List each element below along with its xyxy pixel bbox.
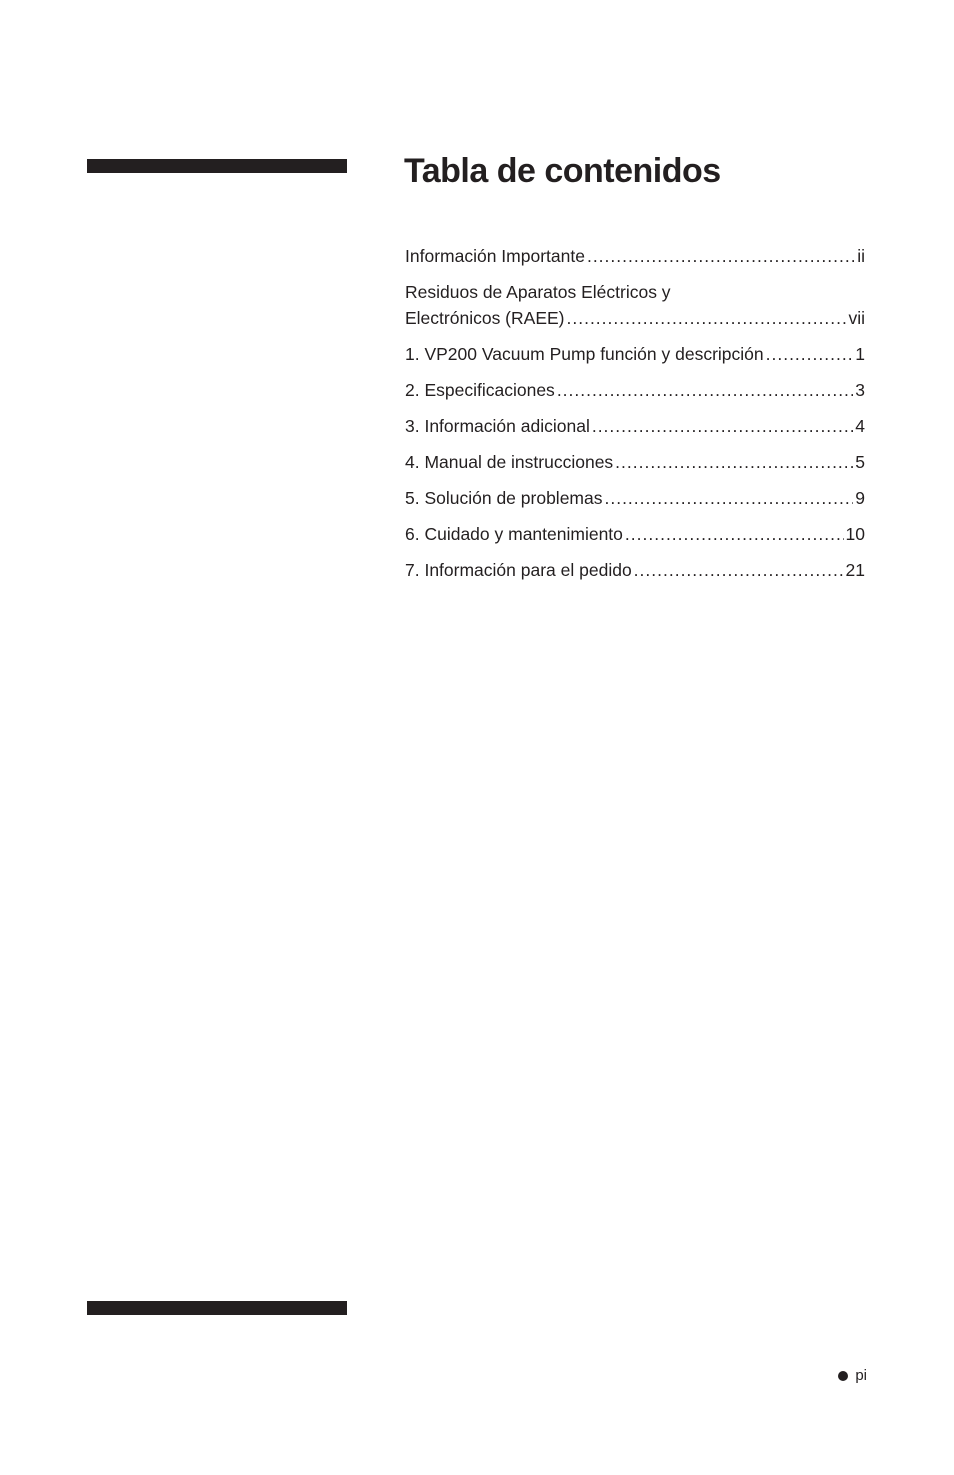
toc-entry-raee[interactable] — [405, 279, 865, 331]
toc-entry-page: 4 — [855, 416, 865, 436]
toc-entry-page: vii — [848, 308, 865, 328]
toc-entry-label: 6. Cuidado y mantenimiento — [405, 524, 623, 544]
toc-entry-label-line1: Residuos de Aparatos Eléctricos y — [405, 282, 671, 302]
toc-dot-leader — [587, 243, 855, 269]
toc-entry-page: ii — [857, 246, 865, 266]
toc-entry-manual-instrucciones[interactable] — [405, 449, 865, 475]
toc-dot-leader — [634, 557, 844, 583]
page-number: pi — [855, 1367, 867, 1384]
toc-entry-informacion-pedido[interactable] — [405, 557, 865, 583]
toc-dot-leader — [592, 413, 853, 439]
toc-entry-label: Información Importante — [405, 246, 585, 266]
toc-entry-label: Electrónicos (RAEE) — [405, 308, 565, 328]
toc-entry-especificaciones[interactable] — [405, 377, 865, 403]
table-of-contents — [405, 243, 865, 593]
toc-dot-leader — [625, 521, 844, 547]
toc-entry-solucion-problemas[interactable] — [405, 485, 865, 511]
toc-entry-informacion-importante[interactable] — [405, 243, 865, 269]
toc-entry-funcion-descripcion[interactable] — [405, 341, 865, 367]
toc-entry-label: 5. Solución de problemas — [405, 488, 603, 508]
toc-dot-leader — [766, 341, 854, 367]
toc-entry-label: 4. Manual de instrucciones — [405, 452, 614, 472]
toc-entry-informacion-adicional[interactable] — [405, 413, 865, 439]
toc-entry-label: 1. VP200 Vacuum Pump función y descripción — [405, 344, 764, 364]
toc-entry-page: 10 — [845, 524, 865, 544]
toc-entry-label: 7. Información para el pedido — [405, 560, 632, 580]
page-footer — [838, 1367, 867, 1384]
toc-entry-page: 1 — [855, 344, 865, 364]
toc-dot-leader — [604, 485, 853, 511]
top-rule — [87, 159, 347, 173]
toc-entry-page: 21 — [845, 560, 865, 580]
toc-entry-cuidado-mantenimiento[interactable] — [405, 521, 865, 547]
toc-dot-leader — [557, 377, 853, 403]
toc-entry-page: 5 — [855, 452, 865, 472]
toc-dot-leader — [615, 449, 853, 475]
bullet-icon — [838, 1371, 848, 1381]
toc-entry-label: 2. Especificaciones — [405, 380, 555, 400]
toc-entry-page: 3 — [855, 380, 865, 400]
page-title: Tabla de contenidos — [404, 152, 721, 190]
toc-entry-page: 9 — [855, 488, 865, 508]
bottom-rule — [87, 1301, 347, 1315]
toc-dot-leader — [567, 305, 847, 331]
toc-entry-label: 3. Información adicional — [405, 416, 590, 436]
